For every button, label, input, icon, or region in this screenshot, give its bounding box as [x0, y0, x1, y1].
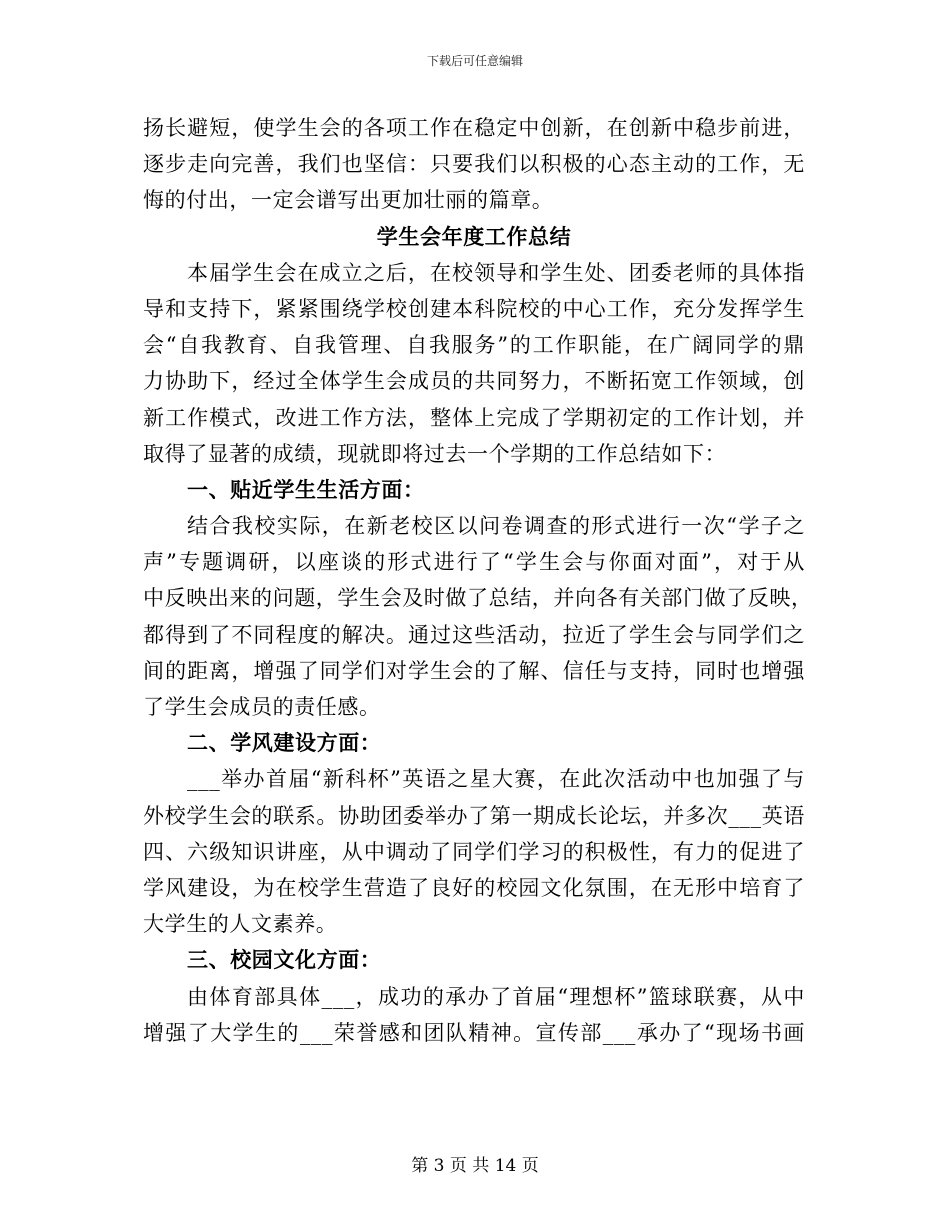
body-line: 导和支持下，紧紧围绕学校创建本科院校的中心工作，充分发挥学生 [143, 296, 805, 321]
body-line: 中反映出来的问题，学生会及时做了总结，并向各有关部门做了反映， [143, 586, 813, 611]
body-line: 悔的付出，一定会谱写出更加壮丽的篇章。 [143, 188, 554, 213]
header-note: 下载后可任意编辑 [426, 54, 523, 68]
body-line: 会“自我教育、自我管理、自我服务”的工作职能，在广阔同学的鼎 [143, 333, 805, 358]
body-line: 取得了显著的成绩，现就即将过去一个学期的工作总结如下： [143, 441, 727, 466]
document-body [143, 110, 813, 1051]
document-title: 学生会年度工作总结 [376, 223, 572, 249]
body-line: 声”专题调研，以座谈的形式进行了“学生会与你面对面”，对于从 [143, 550, 805, 575]
body-line: 学风建设，为在校学生营造了良好的校园文化氛围，在无形中培育了 [143, 875, 805, 900]
body-line: 了学生会成员的责任感。 [143, 695, 381, 719]
body-line: 力协助下，经过全体学生会成员的共同努力，不断拓宽工作领域，创 [143, 369, 805, 394]
body-line: 大学生的人文素养。 [143, 912, 338, 937]
body-line: 四、六级知识讲座，从中调动了同学们学习的积极性，有力的促进了 [143, 839, 805, 864]
body-line: 外校学生会的联系。协助团委举办了第一期成长论坛，并多次___英语 [143, 803, 805, 828]
section-heading: 一、贴近学生生活方面： [187, 476, 425, 502]
body-line: ___举办首届“新科杯”英语之星大赛，在此次活动中也加强了与 [187, 767, 805, 792]
body-line: 都得到了不同程度的解决。通过这些活动，拉近了学生会与同学们之 [143, 622, 805, 647]
body-line: 结合我校实际，在新老校区以问卷调查的形式进行一次“学子之 [187, 514, 805, 539]
page-number: 第 3 页 共 14 页 [411, 1156, 539, 1176]
section-heading: 二、学风建设方面： [187, 730, 382, 756]
body-line: 本届学生会在成立之后，在校领导和学生处、团委老师的具体指 [187, 260, 805, 285]
section-heading: 三、校园文化方面： [187, 947, 382, 973]
body-line: 增强了大学生的___荣誉感和团队精神。宣传部___承办了“现场书画 [143, 1020, 805, 1045]
body-line: 间的距离，增强了同学们对学生会的了解、信任与支持，同时也增强 [143, 658, 805, 683]
body-line: 新工作模式，改进工作方法，整体上完成了学期初定的工作计划，并 [143, 405, 805, 430]
body-line: 扬长避短，使学生会的各项工作在稳定中创新，在创新中稳步前进， [143, 116, 805, 140]
body-line: 逐步走向完善，我们也坚信：只要我们以积极的心态主动的工作，无 [143, 152, 805, 177]
body-line: 由体育部具体___，成功的承办了首届“理想杯”篮球联赛，从中 [187, 984, 805, 1009]
